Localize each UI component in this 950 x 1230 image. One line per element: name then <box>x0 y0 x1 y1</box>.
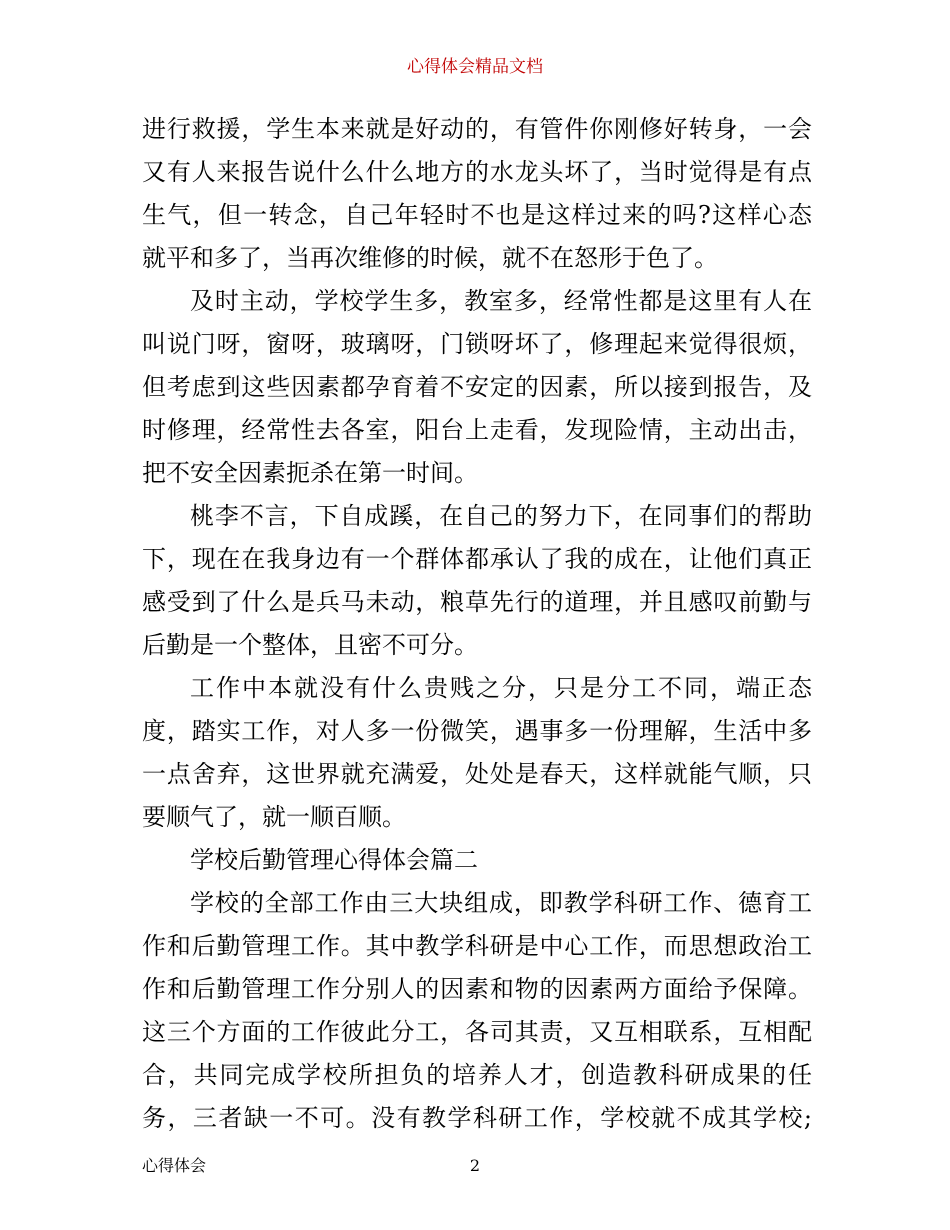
paragraph-first-line: 及时主动，学校学生多，教室多，经常性都是这里有人在 <box>190 287 812 315</box>
text-line: 合，共同完成学校所担负的培养人才，创造教科研成果的任 <box>142 1061 812 1089</box>
paragraph-first-line: 学校的全部工作由三大块组成，即教学科研工作、德育工 <box>190 889 812 917</box>
text-line: 要顺气了，就一顺百顺。 <box>142 803 406 831</box>
footer-label: 心得体会 <box>142 1156 207 1175</box>
text-line: 又有人来报告说什么什么地方的水龙头坏了，当时觉得是有点 <box>142 158 812 186</box>
text-line: 下，现在在我身边有一个群体都承认了我的成在，让他们真正 <box>142 545 812 573</box>
text-line: 后勤是一个整体，且密不可分。 <box>142 631 478 659</box>
text-line: 一点舍弃，这世界就充满爱，处处是春天，这样就能气顺，只 <box>142 760 812 788</box>
page-number: 2 <box>469 1156 481 1175</box>
text-line: 叫说门呀，窗呀，玻璃呀，门锁呀坏了，修理起来觉得很烦， <box>142 330 812 358</box>
text-line: 就平和多了，当再次维修的时候，就不在怒形于色了。 <box>142 244 718 272</box>
text-line: 务，三者缺一不可。没有教学科研工作，学校就不成其学校; <box>142 1104 812 1132</box>
paragraph-first-line: 工作中本就没有什么贵贱之分，只是分工不同，端正态 <box>190 674 812 702</box>
text-line: 把不安全因素扼杀在第一时间。 <box>142 459 478 487</box>
text-line: 作和后勤管理工作。其中教学科研是中心工作，而思想政治工 <box>142 932 812 960</box>
text-line: 感受到了什么是兵马未动，粮草先行的道理，并且感叹前勤与 <box>142 588 812 616</box>
text-line: 这三个方面的工作彼此分工，各司其责，又互相联系，互相配 <box>142 1018 812 1046</box>
document-body <box>142 108 812 1140</box>
section-heading: 学校后勤管理心得体会篇二 <box>190 846 478 874</box>
text-line: 生气，但一转念，自己年轻时不也是这样过来的吗?这样心态 <box>142 201 812 229</box>
text-line: 时修理，经常性去各室，阳台上走看，发现险情，主动出击， <box>142 416 812 444</box>
text-line: 进行救援，学生本来就是好动的，有管件你刚修好转身，一会 <box>142 115 812 143</box>
page-header-title: 心得体会精品文档 <box>407 57 543 77</box>
text-line: 但考虑到这些因素都孕育着不安定的因素，所以接到报告，及 <box>142 373 812 401</box>
text-line: 作和后勤管理工作分别人的因素和物的因素两方面给予保障。 <box>142 975 812 1003</box>
text-line: 度，踏实工作，对人多一份微笑，遇事多一份理解，生活中多 <box>142 717 812 745</box>
paragraph-first-line: 桃李不言，下自成蹊，在自己的努力下，在同事们的帮助 <box>190 502 812 530</box>
